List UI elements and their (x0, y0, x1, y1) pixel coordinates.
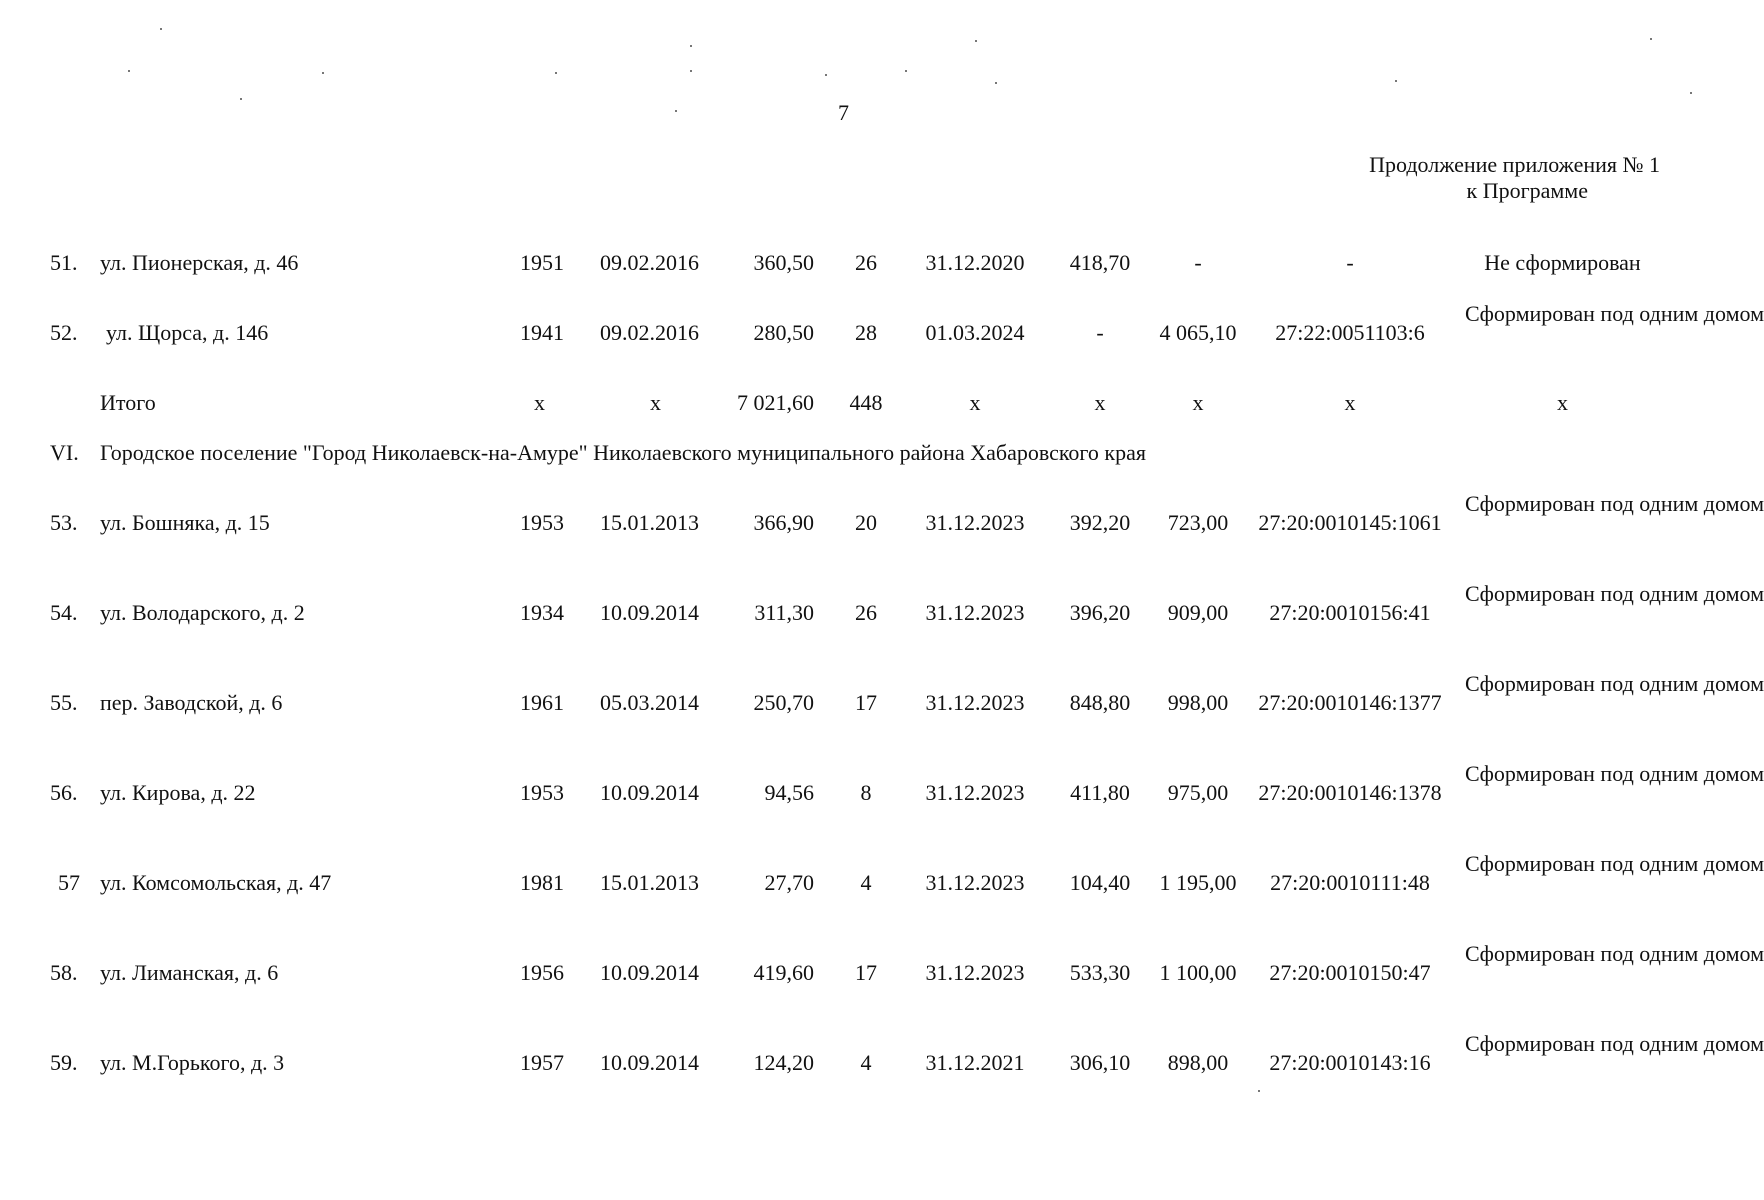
row-value-1: 533,30 (1069, 960, 1131, 985)
row-year: 1981 (520, 870, 564, 895)
total-label: Итого (100, 390, 156, 415)
row-status: Сформирован под одним домом (1465, 941, 1764, 966)
row-count: 4 (860, 1050, 872, 1075)
appendix-line-1: Продолжение приложения № 1 (1369, 152, 1660, 177)
table-row (0, 491, 1764, 600)
total-value-1: х (1094, 390, 1106, 415)
row-year: 1934 (520, 600, 564, 625)
row-value-2: 1 195,00 (1159, 870, 1237, 895)
row-date: 15.01.2013 (600, 510, 699, 535)
row-date: 10.09.2014 (600, 600, 699, 625)
row-area: 419,60 (753, 960, 814, 985)
row-value-1: 411,80 (1070, 780, 1130, 805)
row-plan-date: 31.12.2023 (925, 870, 1025, 895)
row-status: Не сформирован (1484, 250, 1641, 275)
row-year: 1957 (520, 1050, 564, 1075)
row-status: Сформирован под одним домом (1465, 671, 1764, 696)
row-plan-date: 31.12.2023 (925, 780, 1025, 805)
row-address: ул. Комсомольская, д. 47 (100, 870, 332, 895)
table-row (0, 851, 1764, 960)
row-number: 55. (50, 690, 78, 715)
row-plan-date: 31.12.2023 (925, 510, 1025, 535)
row-value-2: - (1194, 250, 1202, 275)
row-value-2: 898,00 (1167, 1050, 1229, 1075)
row-date: 10.09.2014 (600, 1050, 699, 1075)
table-row (0, 761, 1764, 870)
row-value-1: 396,20 (1069, 600, 1131, 625)
row-number: 53. (50, 510, 78, 535)
row-value-2: 4 065,10 (1159, 320, 1237, 345)
row-date: 09.02.2016 (600, 250, 699, 275)
row-address: ул. Володарского, д. 2 (100, 600, 305, 625)
row-area: 280,50 (753, 320, 814, 345)
appendix-caption (1290, 152, 1660, 204)
row-area: 94,56 (764, 780, 814, 805)
row-date: 15.01.2013 (600, 870, 699, 895)
row-plan-date: 31.12.2020 (925, 250, 1025, 275)
row-address: ул. Пионерская, д. 46 (100, 250, 299, 275)
section-heading (50, 440, 1146, 466)
row-address: ул. Лиманская, д. 6 (100, 960, 279, 985)
row-plan-date: 31.12.2023 (925, 690, 1025, 715)
row-count: 17 (855, 960, 877, 985)
row-plan-date: 01.03.2024 (925, 320, 1025, 345)
row-cadastral: - (1346, 250, 1354, 275)
total-plan-date: х (969, 390, 981, 415)
row-cadastral: 27:20:0010145:1061 (1258, 510, 1442, 535)
row-cadastral: 27:20:0010111:48 (1270, 870, 1430, 895)
row-year: 1951 (520, 250, 564, 275)
row-value-2: 1 100,00 (1159, 960, 1237, 985)
row-status: Сформирован под одним домом (1465, 491, 1764, 516)
row-count: 20 (855, 510, 877, 535)
row-cadastral: 27:20:0010150:47 (1269, 960, 1431, 985)
row-address: ул. Кирова, д. 22 (100, 780, 256, 805)
row-status: Сформирован под одним домом (1465, 301, 1764, 326)
total-row (0, 390, 1705, 480)
row-value-1: 104,40 (1069, 870, 1131, 895)
row-value-2: 998,00 (1167, 690, 1229, 715)
row-date: 09.02.2016 (600, 320, 699, 345)
row-area: 27,70 (764, 870, 814, 895)
table-row (0, 581, 1764, 690)
table-row (0, 941, 1764, 1050)
section-title: Городское поселение "Город Николаевск-на-Амуре" Николаевского муниципального района Хабаровского края (100, 440, 1146, 465)
total-date: х (650, 390, 661, 415)
row-date: 10.09.2014 (600, 780, 699, 805)
total-year: х (534, 390, 545, 415)
row-area: 124,20 (753, 1050, 814, 1075)
row-count: 26 (855, 600, 877, 625)
row-date: 05.03.2014 (600, 690, 699, 715)
row-status: Сформирован под одним домом (1465, 761, 1764, 786)
row-address: ул. Щорса, д. 146 (106, 320, 269, 345)
row-value-1: - (1096, 320, 1104, 345)
total-cadastral: х (1344, 390, 1356, 415)
row-count: 26 (855, 250, 877, 275)
appendix-line-2: к Программе (1466, 178, 1588, 203)
row-number: 59. (50, 1050, 78, 1075)
row-value-1: 306,10 (1069, 1050, 1131, 1075)
row-area: 366,90 (753, 510, 814, 535)
page-number: 7 (838, 100, 849, 125)
row-address: ул. Бошняка, д. 15 (100, 510, 270, 535)
row-status: Сформирован под одним домом (1465, 851, 1764, 876)
row-count: 17 (855, 690, 877, 715)
row-number: 54. (50, 600, 78, 625)
row-number: 51. (50, 250, 78, 275)
total-area: 7 021,60 (737, 390, 814, 415)
row-area: 250,70 (753, 690, 814, 715)
row-year: 1941 (520, 320, 564, 345)
row-year: 1961 (520, 690, 564, 715)
row-value-1: 848,80 (1069, 690, 1131, 715)
section-number: VI. (50, 440, 79, 465)
total-count: 448 (849, 390, 883, 415)
row-value-1: 392,20 (1069, 510, 1131, 535)
row-address: пер. Заводской, д. 6 (100, 690, 283, 715)
table-row (0, 1031, 1764, 1140)
row-status: Сформирован под одним домом (1465, 581, 1764, 606)
row-year: 1956 (520, 960, 564, 985)
row-date: 10.09.2014 (600, 960, 699, 985)
row-address: ул. М.Горького, д. 3 (100, 1050, 285, 1075)
row-value-2: 975,00 (1167, 780, 1229, 805)
row-status: Сформирован под одним домом (1465, 1031, 1764, 1056)
row-count: 4 (860, 870, 872, 895)
row-number: 58. (50, 960, 78, 985)
row-plan-date: 31.12.2023 (925, 600, 1025, 625)
row-plan-date: 31.12.2021 (925, 1050, 1025, 1075)
total-status: х (1557, 390, 1568, 415)
total-value-2: х (1192, 390, 1204, 415)
row-year: 1953 (520, 510, 564, 535)
row-area: 311,30 (754, 600, 814, 625)
row-cadastral: 27:20:0010143:16 (1269, 1050, 1431, 1075)
table-row (0, 671, 1764, 780)
row-number: 52. (50, 320, 78, 345)
row-value-2: 723,00 (1167, 510, 1229, 535)
row-cadastral: 27:20:0010146:1377 (1258, 690, 1442, 715)
row-value-1: 418,70 (1069, 250, 1131, 275)
row-year: 1953 (520, 780, 564, 805)
row-count: 8 (860, 780, 872, 805)
row-cadastral: 27:20:0010156:41 (1269, 600, 1431, 625)
row-plan-date: 31.12.2023 (925, 960, 1025, 985)
row-value-2: 909,00 (1167, 600, 1229, 625)
row-cadastral: 27:20:0010146:1378 (1258, 780, 1442, 805)
row-number: 57 (58, 870, 80, 895)
row-cadastral: 27:22:0051103:6 (1275, 320, 1425, 345)
row-number: 56. (50, 780, 78, 805)
row-area: 360,50 (753, 250, 814, 275)
row-count: 28 (855, 320, 877, 345)
